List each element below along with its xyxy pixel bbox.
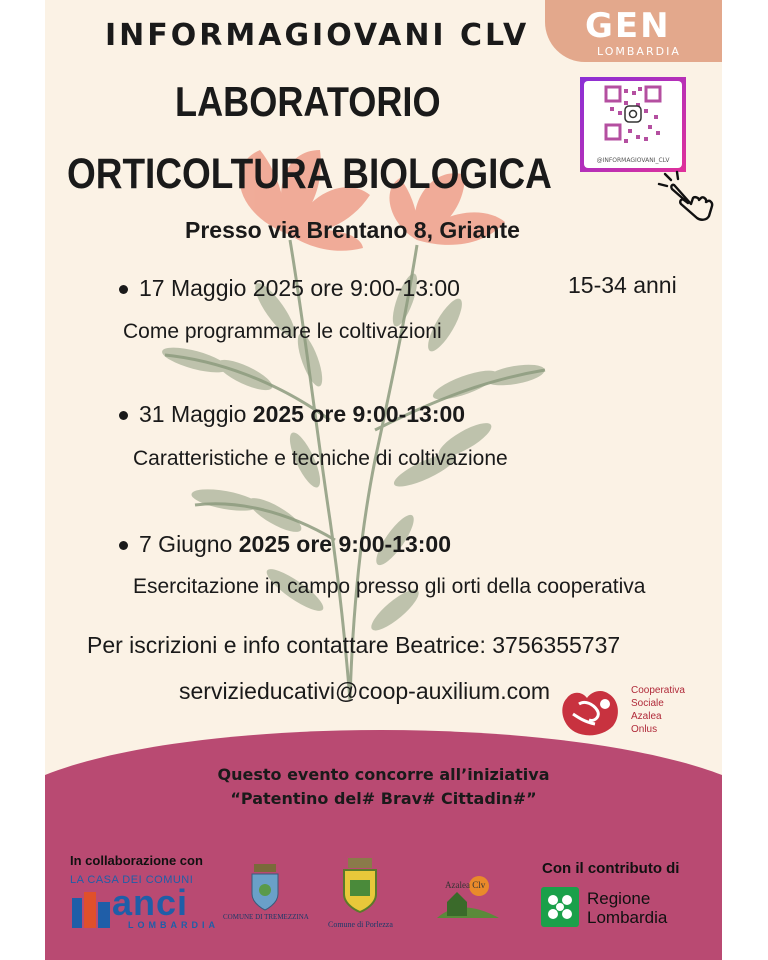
session-3-description: Esercitazione in campo presso gli orti della cooperativa — [133, 575, 646, 598]
session-2-description: Caratteristiche e tecniche di coltivazione — [133, 447, 508, 470]
gen-logo-text: GEN — [585, 6, 671, 46]
venue-address: Presso via Brentano 8, Griante — [185, 217, 520, 243]
session-2-date — [139, 401, 465, 428]
contact-info: Per iscrizioni e info contattare Beatrice: 3756355737 — [87, 632, 621, 658]
azalea-clv-label: Azalea Clv — [445, 880, 486, 890]
coop-line-3: Azalea — [631, 711, 662, 722]
tremezzina-crest-icon — [248, 862, 282, 912]
contact-email[interactable]: servizieducativi@coop-auxilium.com — [179, 678, 551, 704]
brand-heading: INFORMAGIOVANI CLV — [105, 18, 530, 53]
age-range: 15-34 anni — [568, 272, 677, 298]
session-3-day: 7 Giugno — [139, 531, 233, 557]
session-3-time: 2025 ore 9:00-13:00 — [232, 531, 452, 557]
azalea-clv-logo-icon — [433, 868, 503, 926]
session-1-day: 17 Maggio 2025 ore 9:00-13:00 — [139, 275, 460, 301]
instagram-qr-code[interactable] — [580, 77, 686, 172]
regione-lombardia-name — [587, 889, 667, 927]
initiative-line-1: Questo evento concorre all’iniziativa — [217, 765, 550, 784]
instagram-icon — [625, 106, 641, 122]
anci-wordmark: anci — [112, 882, 189, 923]
session-bullet — [119, 285, 128, 294]
session-3-date — [139, 531, 451, 558]
collaboration-label: In collaborazione con — [70, 853, 203, 868]
porlezza-crest-icon — [338, 856, 382, 916]
porlezza-label: Comune di Porlezza — [328, 920, 393, 929]
qr-pattern — [584, 81, 682, 151]
qr-code-panel — [584, 81, 682, 168]
initiative-line-2: “Patentino del# Brav# Cittadin#” — [230, 789, 537, 808]
regione-line-2: Lombardia — [587, 908, 668, 927]
instagram-handle: @INFORMAGIOVANI_CLV — [596, 157, 670, 164]
event-poster — [45, 0, 722, 960]
coop-line-4: Onlus — [631, 724, 658, 735]
anci-region: LOMBARDIA — [128, 920, 219, 930]
title-line-1: LABORATORIO — [175, 78, 441, 125]
title-line-2: ORTICOLTURA BIOLOGICA — [67, 150, 552, 198]
anci-tagline: LA CASA DEI COMUNI — [70, 874, 194, 886]
session-1-date — [139, 275, 460, 302]
gen-logo-subtitle: LOMBARDIA — [597, 45, 681, 58]
tremezzina-label: COMUNE DI TREMEZZINA — [223, 913, 309, 921]
session-2-day: 31 Maggio — [139, 401, 247, 427]
regione-line-1: Regione — [587, 889, 651, 908]
coop-line-2: Sociale — [631, 698, 664, 709]
session-2-time: 2025 ore 9:00-13:00 — [246, 401, 466, 427]
session-bullet — [119, 411, 128, 420]
anci-building-icon — [70, 888, 112, 928]
coop-line-1: Cooperativa — [631, 685, 685, 696]
contribution-label: Con il contributo di — [542, 860, 680, 877]
regione-lombardia-icon — [541, 887, 579, 927]
gen-lombardia-logo — [545, 0, 722, 62]
pointing-hand-icon — [657, 170, 715, 222]
anci-lombardia-logo — [70, 872, 240, 932]
session-1-description: Come programmare le coltivazioni — [123, 320, 442, 343]
session-bullet — [119, 541, 128, 550]
